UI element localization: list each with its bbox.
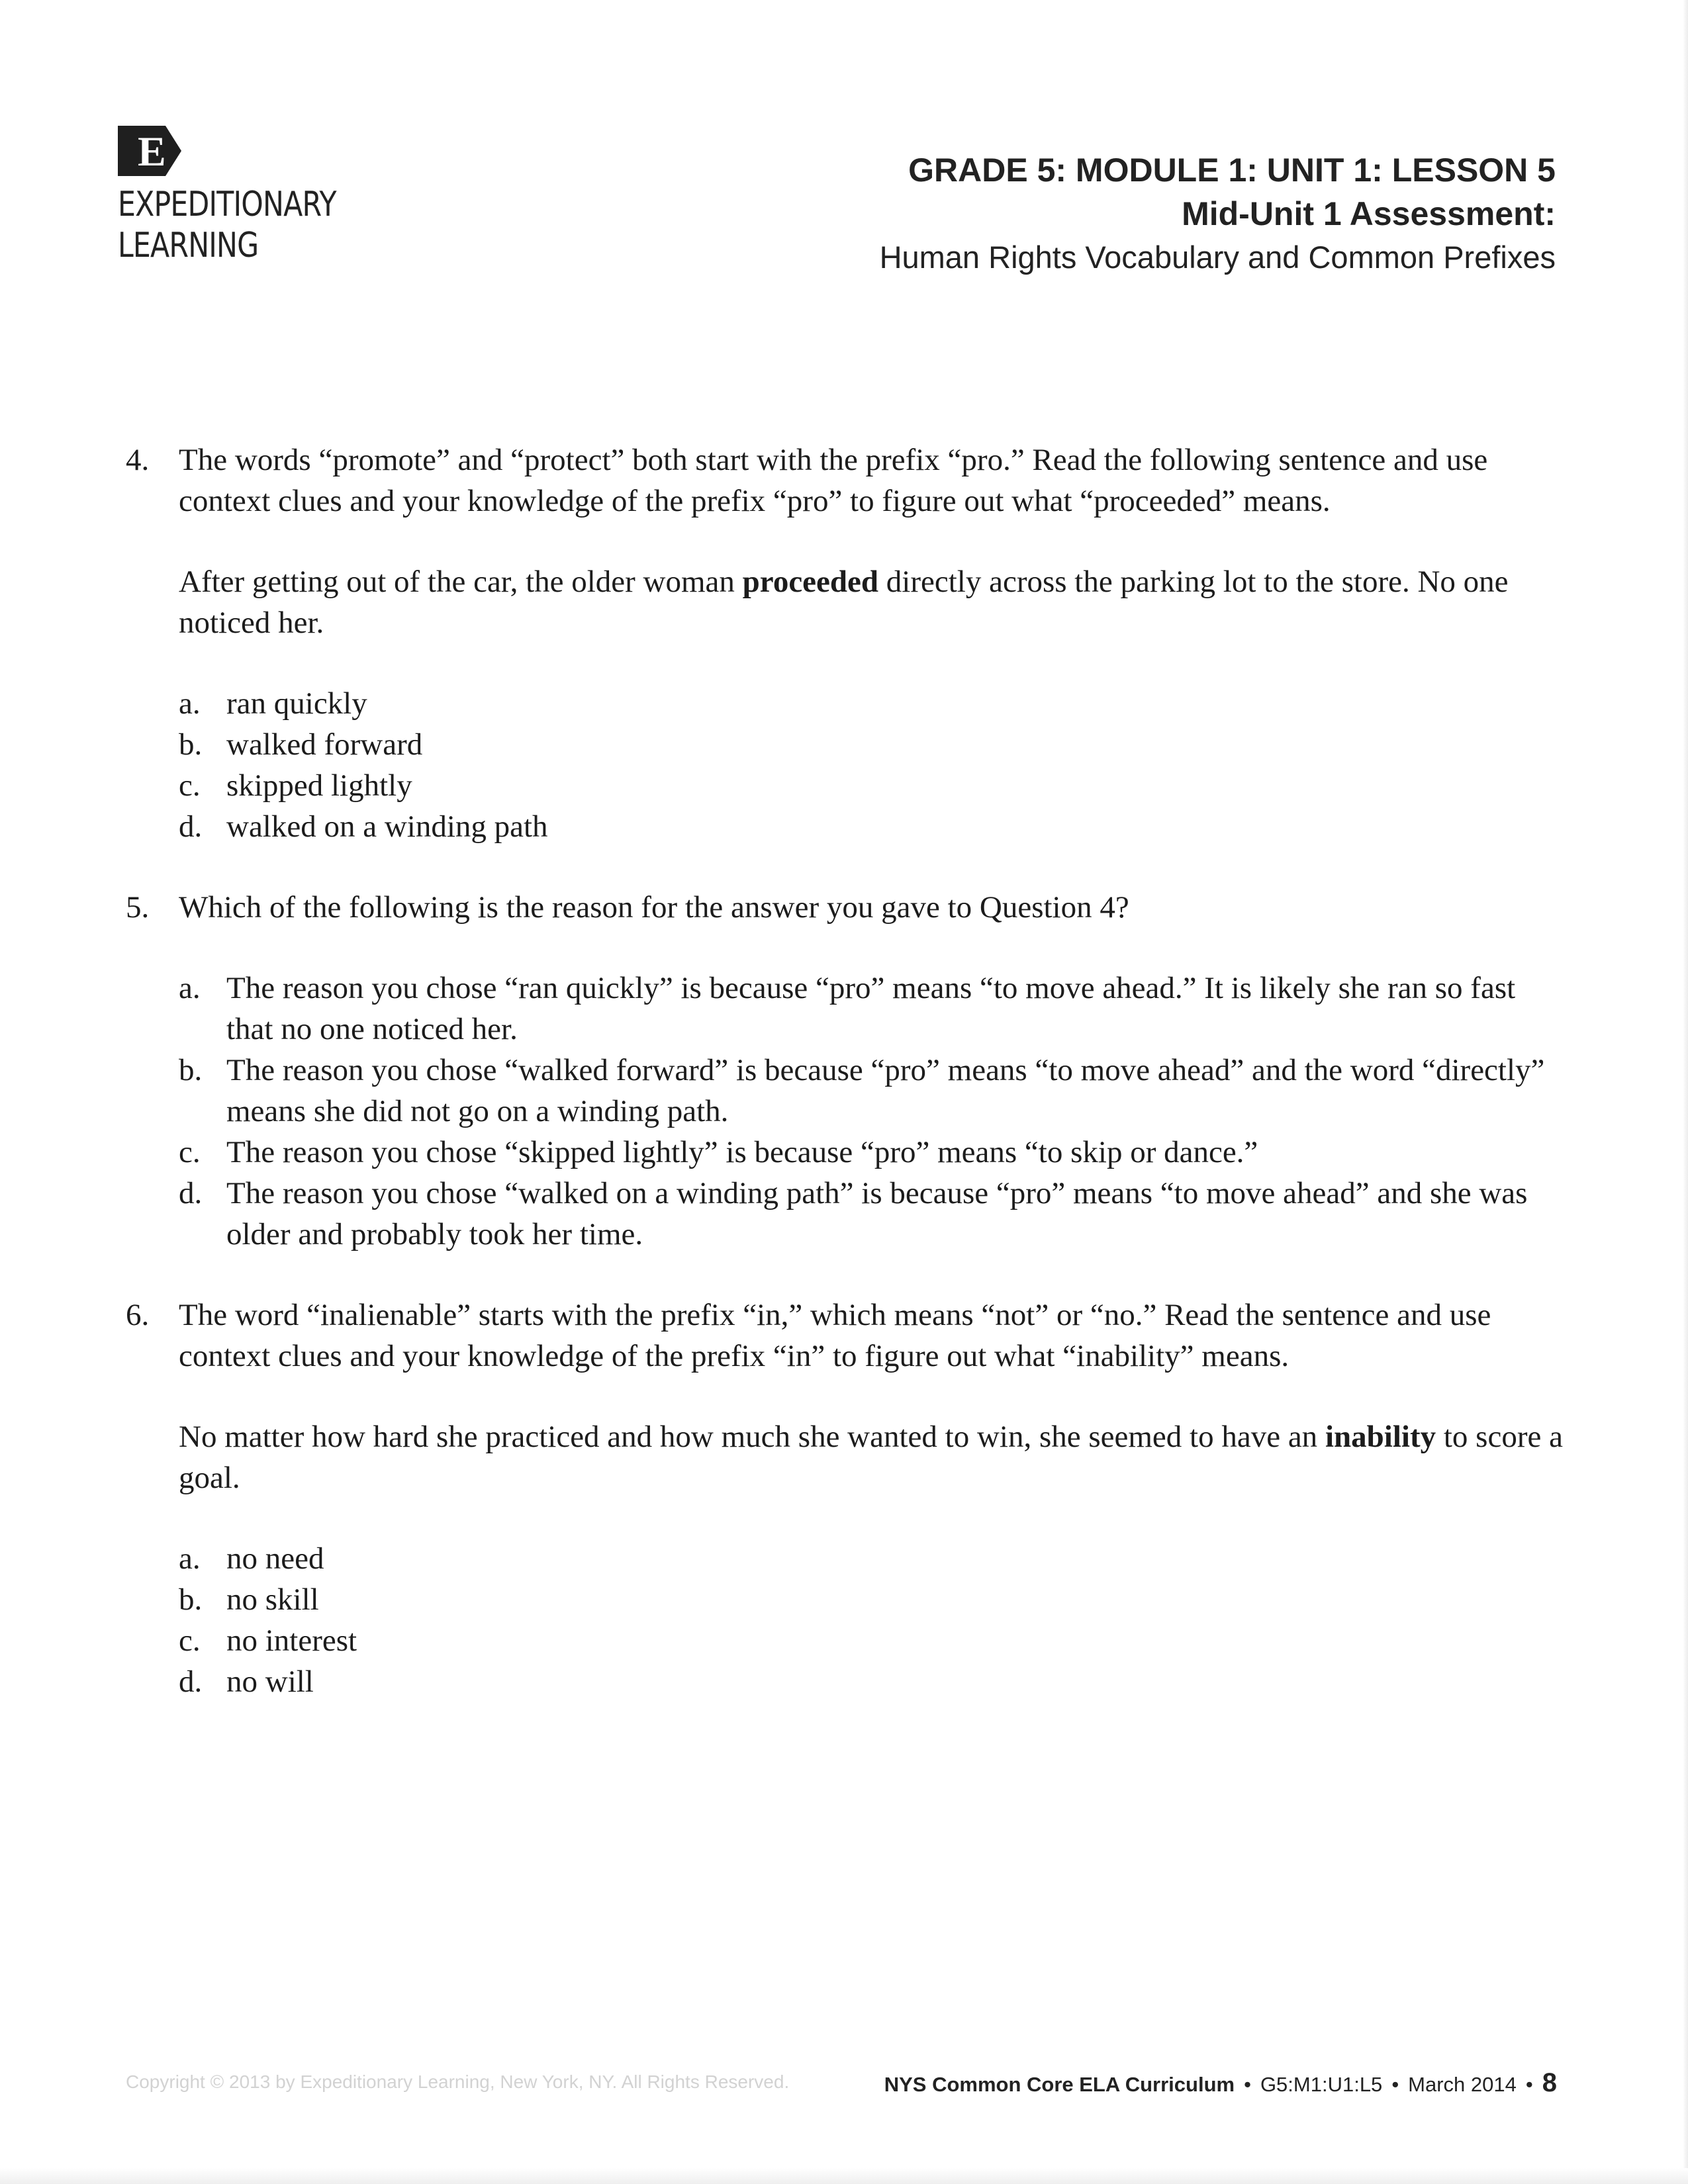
assessment-subtitle: Human Rights Vocabulary and Common Prefixes: [879, 240, 1556, 275]
question-prompt: The words “promote” and “protect” both start with the prefix “pro.” Read the following sentence and use context clues and your knowledge of the prefix “pro” to figure out what “proceeded” means.: [179, 443, 1488, 518]
option-letter: b.: [179, 1053, 203, 1087]
scan-bottom-shadow: [0, 2168, 1688, 2184]
curriculum-name: NYS Common Core ELA Curriculum: [884, 2073, 1235, 2096]
footer-separator: •: [1244, 2073, 1251, 2096]
footer-separator: •: [1525, 2073, 1533, 2096]
questions: [126, 439, 1569, 1702]
option-letter: a.: [179, 1541, 201, 1576]
assessment-title: Mid-Unit 1 Assessment:: [1182, 195, 1556, 232]
question-4: [126, 439, 1569, 847]
lesson-title: GRADE 5: MODULE 1: UNIT 1: LESSON 5: [908, 152, 1556, 189]
option-letter: a.: [179, 686, 201, 721]
page-footer: [884, 2068, 1557, 2098]
option-a[interactable]: [179, 1538, 1569, 1579]
option-text: no skill: [226, 1582, 319, 1617]
option-c[interactable]: [179, 1132, 1569, 1173]
question-6: [126, 1295, 1569, 1702]
option-letter: d.: [179, 1176, 203, 1210]
scan-edge-shadow: [1683, 0, 1688, 2184]
question-prompt: Which of the following is the reason for the answer you gave to Question 4?: [179, 890, 1129, 925]
option-text: no need: [226, 1541, 324, 1576]
logo-mark-letter: E: [138, 128, 166, 175]
option-b[interactable]: [179, 1579, 1569, 1620]
sentence-before: After getting out of the car, the older woman: [179, 565, 743, 599]
option-letter: d.: [179, 1664, 203, 1699]
option-text: no will: [226, 1664, 314, 1699]
question-number: 6.: [126, 1298, 150, 1332]
option-text: The reason you chose “walked on a winding path” is because “pro” means “to move ahead” and she was older and probably took her time.: [226, 1176, 1528, 1251]
answer-options: [179, 968, 1569, 1255]
logo-line1: EXPEDITIONARY: [118, 185, 336, 224]
option-text: skipped lightly: [226, 768, 412, 803]
target-word: inability: [1325, 1420, 1436, 1454]
lesson-code: G5:M1:U1:L5: [1260, 2073, 1383, 2096]
target-word: proceeded: [742, 565, 879, 599]
question-5: [126, 887, 1569, 1255]
option-letter: c.: [179, 768, 201, 803]
option-text: ran quickly: [226, 686, 367, 721]
option-c[interactable]: [179, 765, 1569, 806]
example-sentence: [179, 1416, 1569, 1498]
option-text: no interest: [226, 1623, 357, 1658]
option-letter: a.: [179, 971, 201, 1005]
sentence-after: directly across the parking lot to the store. No one noticed her.: [179, 565, 1509, 640]
logo-text: [118, 184, 335, 266]
question-prompt: The word “inalienable” starts with the prefix “in,” which means “not” or “no.” Read the sentence and use context clues and your knowledge of the prefix “in” to figure out what “inability” means.: [179, 1298, 1491, 1373]
option-letter: c.: [179, 1135, 201, 1169]
option-d[interactable]: [179, 1173, 1569, 1255]
option-a[interactable]: [179, 968, 1569, 1050]
question-number: 5.: [126, 890, 150, 925]
option-d[interactable]: [179, 1661, 1569, 1702]
option-text: walked forward: [226, 727, 423, 762]
option-text: The reason you chose “skipped lightly” is because “pro” means “to skip or dance.”: [226, 1135, 1258, 1169]
option-d[interactable]: [179, 806, 1569, 847]
answer-options: [179, 683, 1569, 847]
option-letter: c.: [179, 1623, 201, 1658]
option-b[interactable]: [179, 1050, 1569, 1132]
answer-options: [179, 1538, 1569, 1702]
option-letter: b.: [179, 1582, 203, 1617]
footer-date: March 2014: [1408, 2073, 1517, 2096]
page-number: 8: [1542, 2068, 1557, 2097]
option-c[interactable]: [179, 1620, 1569, 1661]
copyright-notice: Copyright © 2013 by Expeditionary Learning, New York, NY. All Rights Reserved.: [126, 2071, 790, 2092]
sentence-before: No matter how hard she practiced and how much she wanted to win, she seemed to have an: [179, 1420, 1325, 1454]
expeditionary-learning-logo-icon: [118, 126, 181, 176]
option-letter: d.: [179, 809, 203, 844]
footer-separator: •: [1391, 2073, 1399, 2096]
option-letter: b.: [179, 727, 203, 762]
sentence-after: to score a goal.: [179, 1420, 1563, 1495]
option-text: The reason you chose “ran quickly” is because “pro” means “to move ahead.” It is likely she ran so fast that no one noticed her.: [226, 971, 1516, 1046]
logo-line2: LEARNING: [118, 226, 259, 265]
option-b[interactable]: [179, 724, 1569, 765]
option-a[interactable]: [179, 683, 1569, 724]
logo: [118, 126, 383, 266]
option-text: The reason you chose “walked forward” is because “pro” means “to move ahead” and the word “directly” means she did not go on a winding path.: [226, 1053, 1545, 1128]
page-header: [880, 148, 1556, 279]
question-number: 4.: [126, 443, 150, 477]
example-sentence: [179, 561, 1569, 643]
option-text: walked on a winding path: [226, 809, 548, 844]
